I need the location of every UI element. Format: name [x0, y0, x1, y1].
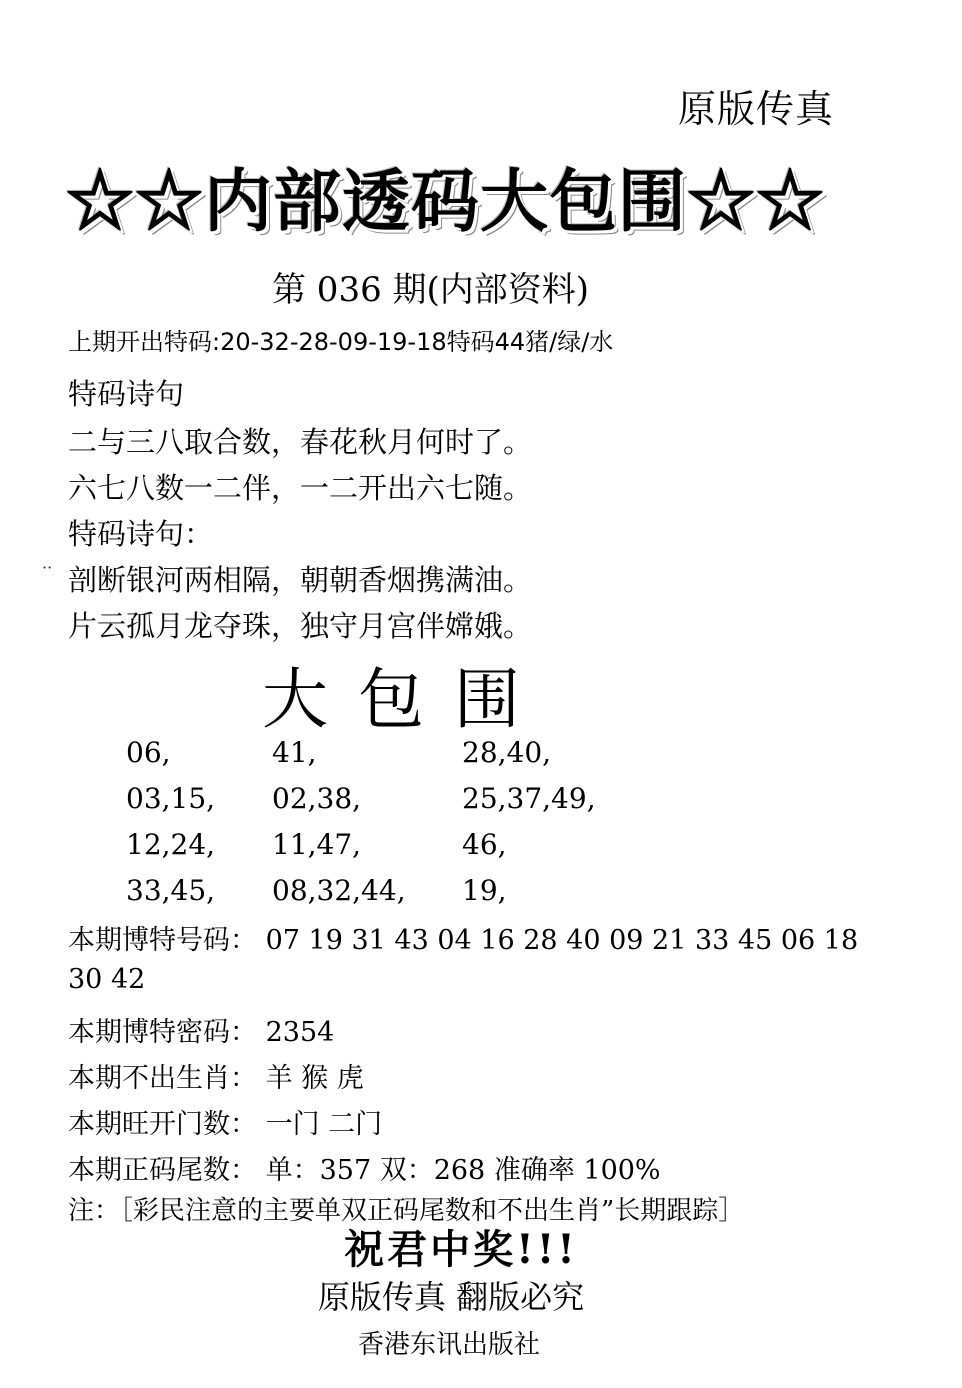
- grid-cell: 08,32,44,: [272, 874, 406, 907]
- issue-number: 第 036 期(内部资料): [272, 270, 590, 310]
- lucky-doors: 本期旺开门数： 一门 二门: [68, 1109, 383, 1140]
- tail-numbers: 本期正码尾数： 单：357 双：268 准确率 100%: [68, 1155, 661, 1186]
- grid-cell: 03,15,: [126, 782, 216, 815]
- grid-cell: 11,47,: [272, 828, 362, 861]
- note: 注：［彩民注意的主要单双正码尾数和不出生肖”长期跟踪］: [68, 1196, 745, 1226]
- grid-cell: 46,: [462, 828, 507, 861]
- stray-dots: ··: [42, 558, 53, 577]
- top-right-label: 原版传真: [677, 87, 834, 131]
- poem1-line1: 二与三八取合数，春花秋月何时了。: [68, 425, 533, 459]
- grid-cell: 33,45,: [126, 874, 216, 907]
- publisher: 香港东讯出版社: [357, 1330, 540, 1360]
- bote-secret: 本期博特密码： 2354: [68, 1017, 335, 1048]
- grid-cell: 28,40,: [462, 736, 552, 769]
- grid-cell: 06,: [126, 736, 171, 769]
- grid-cell: 19,: [462, 874, 507, 907]
- grid-cell: 02,38,: [272, 782, 362, 815]
- copyright: 原版传真 翻版必究: [317, 1278, 585, 1316]
- grid-cell: 12,24,: [126, 828, 216, 861]
- poem2-line1: 剖断银河两相隔，朝朝香烟携满油。: [68, 563, 533, 597]
- grid-cell: 25,37,49,: [462, 782, 596, 815]
- poem1-heading: 特码诗句: [68, 377, 185, 411]
- grid-cell: 41,: [272, 736, 317, 769]
- congrats: 祝君中奖!!!: [344, 1226, 578, 1273]
- poem1-line2: 六七八数一二伴，一二开出六七随。: [68, 471, 533, 505]
- poem2-line2: 片云孤月龙夺珠，独守月宫伴嫦娥。: [68, 609, 533, 643]
- poem2-heading: 特码诗句：: [68, 517, 214, 551]
- previous-result: 上期开出特码:20-32-28-09-19-18特码44猪/绿/水: [68, 328, 614, 356]
- main-title: ☆☆内部透码大包围☆☆: [66, 162, 826, 242]
- bote-numbers-line2: 30 42: [68, 964, 146, 995]
- big-title: 大包围: [262, 661, 550, 738]
- bote-numbers-line1: 本期博特号码： 07 19 31 43 04 16 28 40 09 21 33 45 06 18: [68, 925, 859, 956]
- no-zodiac: 本期不出生肖： 羊 猴 虎: [68, 1063, 364, 1094]
